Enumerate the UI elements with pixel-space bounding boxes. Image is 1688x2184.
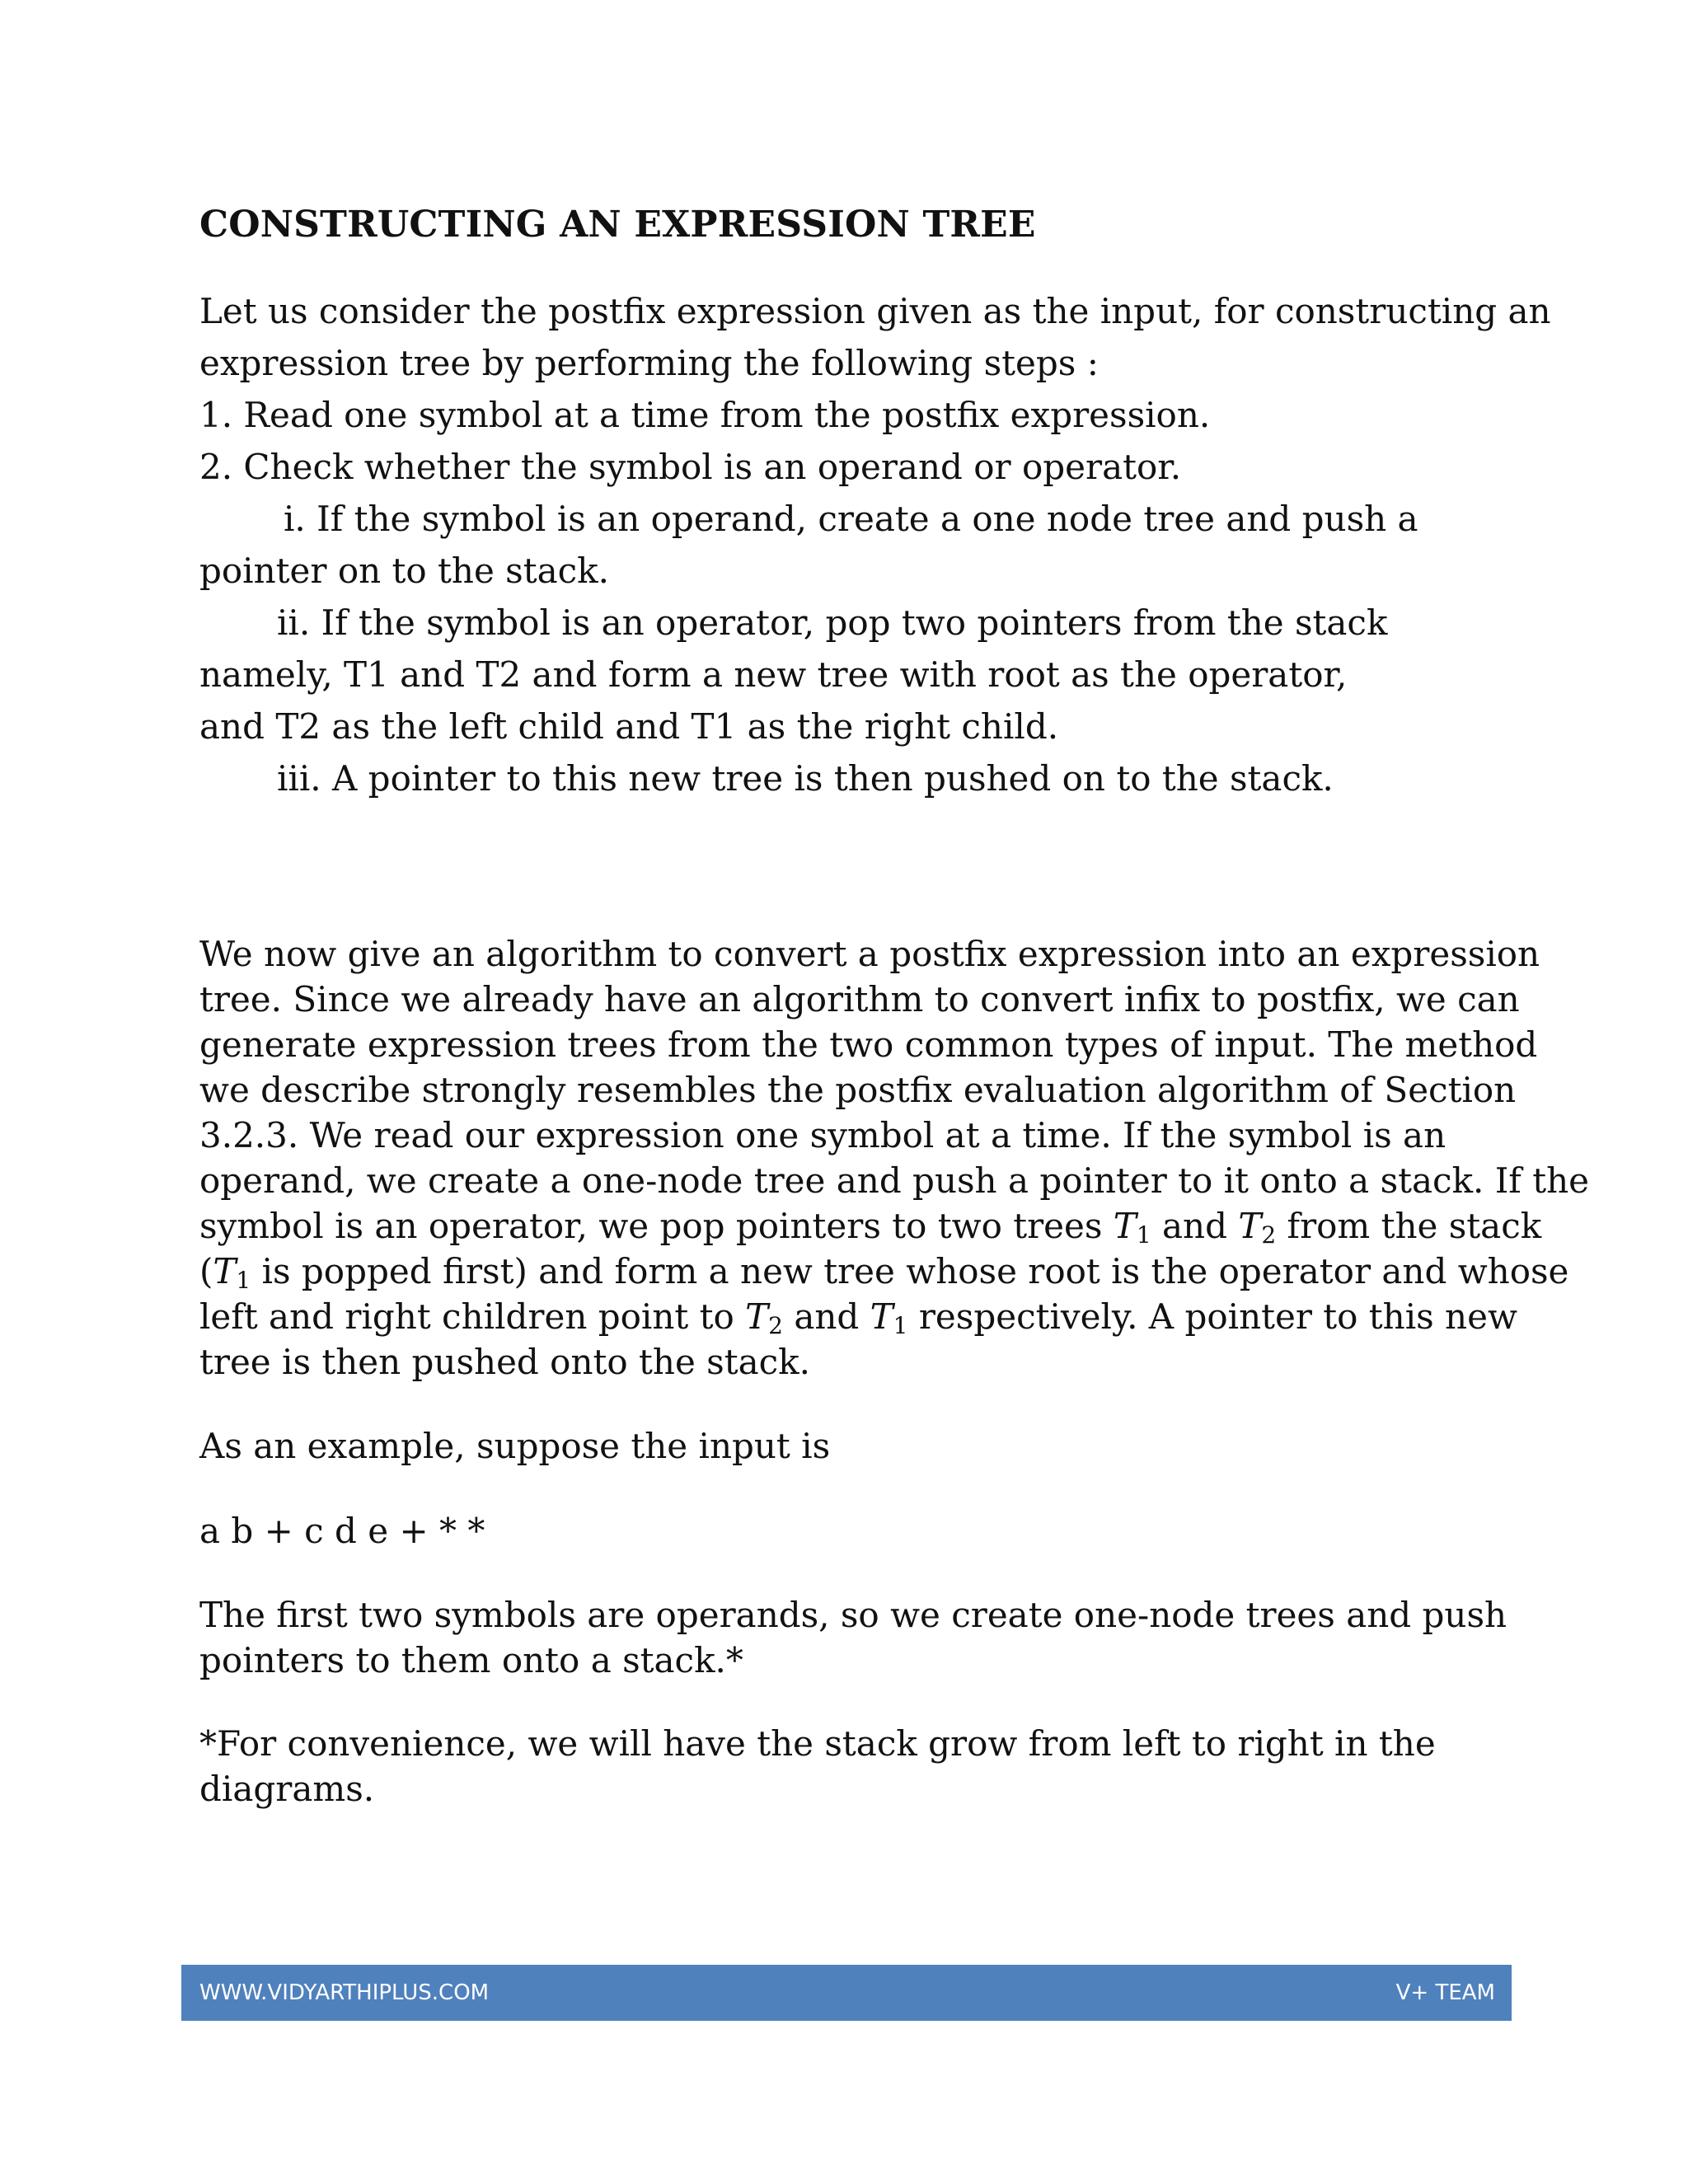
math-t1: $T_1$ — [213, 1251, 251, 1294]
footer-team: V+ TEAM — [1395, 1980, 1495, 2005]
example-input: a b + c d e + * * — [199, 1511, 485, 1551]
footer-bar — [181, 1965, 1512, 2021]
example-intro: As an example, suppose the input is — [199, 1426, 831, 1466]
algorithm-text: from the stack — [1276, 1206, 1542, 1246]
footer-website: WWW.VIDYARTHIPLUS.COM — [199, 1980, 490, 2005]
page-title: CONSTRUCTING AN EXPRESSION TREE — [199, 204, 1036, 246]
substep-ii-line-3: and T2 as the left child and T1 as the right child. — [199, 706, 1059, 747]
substep-i-line-1: i. If the symbol is an operand, create a one node tree and push a — [284, 499, 1418, 539]
algorithm-text: respectively. A pointer to this new — [907, 1296, 1517, 1337]
algorithm-line-9 — [199, 1292, 1517, 1342]
algorithm-line-4: we describe strongly resembles the postfix evaluation algorithm of Section — [199, 1070, 1517, 1110]
math-t1: $T_1$ — [870, 1296, 908, 1339]
algorithm-line-5: 3.2.3. We read our expression one symbol at a time. If the symbol is an — [199, 1115, 1447, 1155]
algorithm-line-6: operand, we create a one-node tree and push a pointer to it onto a stack. If the — [199, 1160, 1589, 1201]
algorithm-text: is popped first) and form a new tree whose root is the operator and whose — [251, 1251, 1569, 1291]
substep-iii: iii. A pointer to this new tree is then pushed on to the stack. — [277, 758, 1334, 799]
algorithm-line-10: tree is then pushed onto the stack. — [199, 1342, 810, 1382]
algorithm-line-2: tree. Since we already have an algorithm to convert infix to postfix, we can — [199, 979, 1520, 1019]
algorithm-text: and — [782, 1296, 870, 1337]
math-t2: $T_2$ — [745, 1296, 783, 1339]
footnote-line-2: diagrams. — [199, 1769, 375, 1809]
algorithm-line-7 — [199, 1202, 1541, 1251]
step-1: 1. Read one symbol at a time from the postfix expression. — [199, 395, 1211, 435]
substep-i-line-2: pointer on to the stack. — [199, 551, 609, 591]
algorithm-text: left and right children point to — [199, 1296, 746, 1337]
intro-line-1: Let us consider the postfix expression given as the input, for constructing an — [199, 291, 1551, 331]
algorithm-line-1: We now give an algorithm to convert a postfix expression into an expression — [199, 934, 1540, 974]
substep-ii-line-1: ii. If the symbol is an operator, pop two pointers from the stack — [277, 602, 1388, 643]
substep-ii-line-2: namely, T1 and T2 and form a new tree with root as the operator, — [199, 654, 1348, 695]
algorithm-text: and — [1151, 1206, 1239, 1246]
example-paragraph-line-1: The first two symbols are operands, so we create one-node trees and push — [199, 1595, 1507, 1635]
algorithm-line-3: generate expression trees from the two common types of input. The method — [199, 1024, 1538, 1065]
math-t2: $T_2$ — [1238, 1206, 1277, 1249]
footnote-line-1: *For convenience, we will have the stack grow from left to right in the — [199, 1723, 1436, 1764]
example-paragraph-line-2: pointers to them onto a stack.* — [199, 1640, 743, 1680]
algorithm-text: symbol is an operator, we pop pointers to two trees — [199, 1206, 1114, 1246]
step-2: 2. Check whether the symbol is an operand or operator. — [199, 447, 1182, 487]
math-t1: $T_1$ — [1113, 1206, 1151, 1249]
algorithm-line-8 — [199, 1247, 1568, 1296]
algorithm-text: ( — [199, 1251, 213, 1291]
intro-line-2: expression tree by performing the following steps : — [199, 343, 1099, 383]
